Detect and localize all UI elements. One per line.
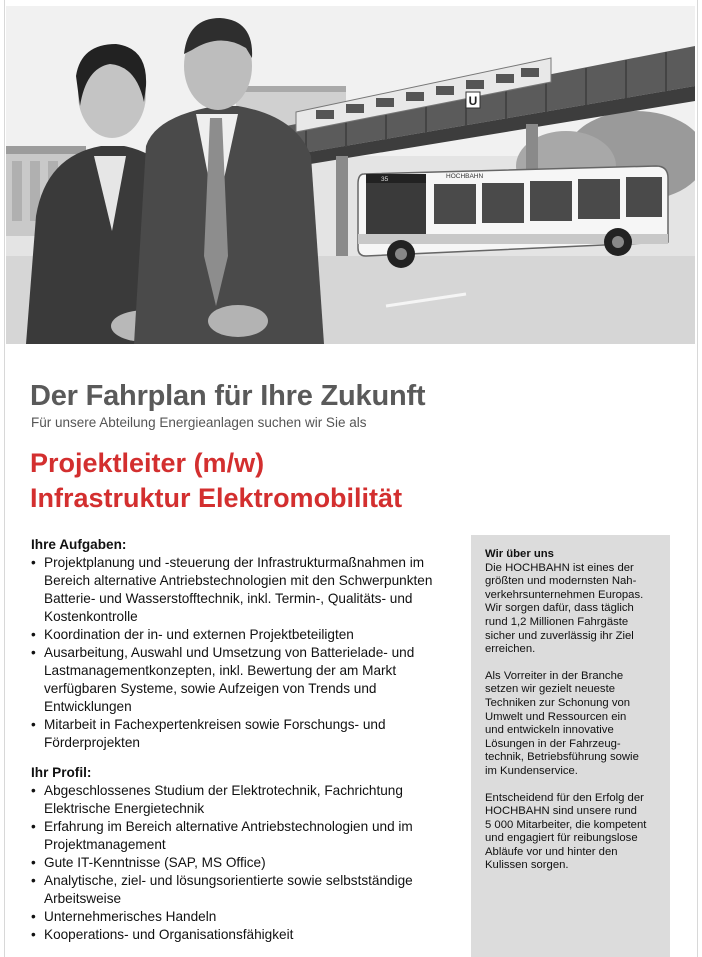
list-item <box>31 872 456 908</box>
bullet: • <box>31 555 36 570</box>
list-item <box>31 554 456 626</box>
about-paragraph-3: Entscheidend für den Erfolg der HOCHBAHN sind unsere rund 5 000 Mitarbeiter, die kompetent und engagiert für reibungslose Abläufe vor und hinter den Kulissen sorgen. <box>485 791 647 872</box>
list-item-text: Abgeschlossenes Studium der Elektrotechnik, Fachrichtung Elektrische Energietechnik <box>44 783 403 816</box>
job-title-line-1: Projektleiter (m/w) <box>30 448 265 478</box>
list-item-text: Gute IT-Kenntnisse (SAP, MS Office) <box>44 855 266 870</box>
list-item <box>31 818 456 854</box>
bullet: • <box>31 645 36 660</box>
list-item-text: Kooperations- und Organisationsfähigkeit <box>44 927 294 942</box>
list-item <box>31 854 456 872</box>
bullet: • <box>31 783 36 798</box>
profile-list <box>31 782 456 944</box>
list-item-text: Ausarbeitung, Auswahl und Umsetzung von Batterielade- und Lastmanagementkonzepten, inkl. Bewertung der am Markt verfügbaren Systeme, sowie Aufzeigen von Trends und Entwicklungen <box>44 645 415 714</box>
page-headline: Der Fahrplan für Ihre Zukunft <box>30 380 426 412</box>
list-item <box>31 908 456 926</box>
bullet: • <box>31 927 36 942</box>
tasks-list <box>31 554 456 752</box>
bullet: • <box>31 627 36 642</box>
hero-photo <box>6 6 695 344</box>
list-item <box>31 782 456 818</box>
main-column <box>31 536 456 956</box>
station-sign: U <box>468 94 478 108</box>
job-title <box>30 446 402 516</box>
list-item-text: Erfahrung im Bereich alternative Antriebstechnologien und im Projektmanagement <box>44 819 413 852</box>
bullet: • <box>31 819 36 834</box>
bullet: • <box>31 855 36 870</box>
list-item <box>31 626 456 644</box>
bullet: • <box>31 909 36 924</box>
list-item <box>31 644 456 716</box>
list-item <box>31 926 456 944</box>
list-item <box>31 716 456 752</box>
job-title-line-2: Infrastruktur Elektromobilität <box>30 483 403 513</box>
about-heading: Wir über uns <box>485 548 554 560</box>
list-item-text: Analytische, ziel- und lösungsorientierte sowie selbstständige Arbeitsweise <box>44 873 413 906</box>
about-paragraph-2: Als Vorreiter in der Branche setzen wir gezielt neueste Techniken zur Schonung von Umwelt und Ressourcen ein und entwickeln innovative Lösungen in der Fahrzeug- technik, Betriebsführung sowie im Kundenservice. <box>485 669 639 777</box>
bus-route-number: 35 <box>381 176 389 183</box>
list-item-text: Mitarbeit in Fachexpertenkreisen sowie Forschungs- und Förderprojekten <box>44 717 386 750</box>
bullet: • <box>31 717 36 732</box>
bus-brand: HOCHBAHN <box>446 173 484 180</box>
profile-heading: Ihr Profil: <box>31 765 92 780</box>
about-paragraph-1: Die HOCHBAHN ist eines der größten und modernsten Nah- verkehrsunternehmen Europas. Wir sorgen dafür, dass täglich rund 1,2 Millionen Fahrgäste sicher und zuverlässig ihr Ziel erreichen. <box>485 561 644 656</box>
page-subline: Für unsere Abteilung Energieanlagen suchen wir Sie als <box>31 415 367 430</box>
hero-illustration <box>6 6 695 344</box>
bullet: • <box>31 873 36 888</box>
about-sidebar <box>471 535 670 957</box>
tasks-heading: Ihre Aufgaben: <box>31 537 127 552</box>
list-item-text: Unternehmerisches Handeln <box>44 909 217 924</box>
list-item-text: Koordination der in- und externen Projektbeteiligten <box>44 627 354 642</box>
list-item-text: Projektplanung und -steuerung der Infrastrukturmaßnahmen im Bereich alternative Antriebstechnologien mit den Schwerpunkten Batterie- und Wasserstofftechnik, inkl. Termin-, Qualitäts- und Kostenkontrolle <box>44 555 433 624</box>
